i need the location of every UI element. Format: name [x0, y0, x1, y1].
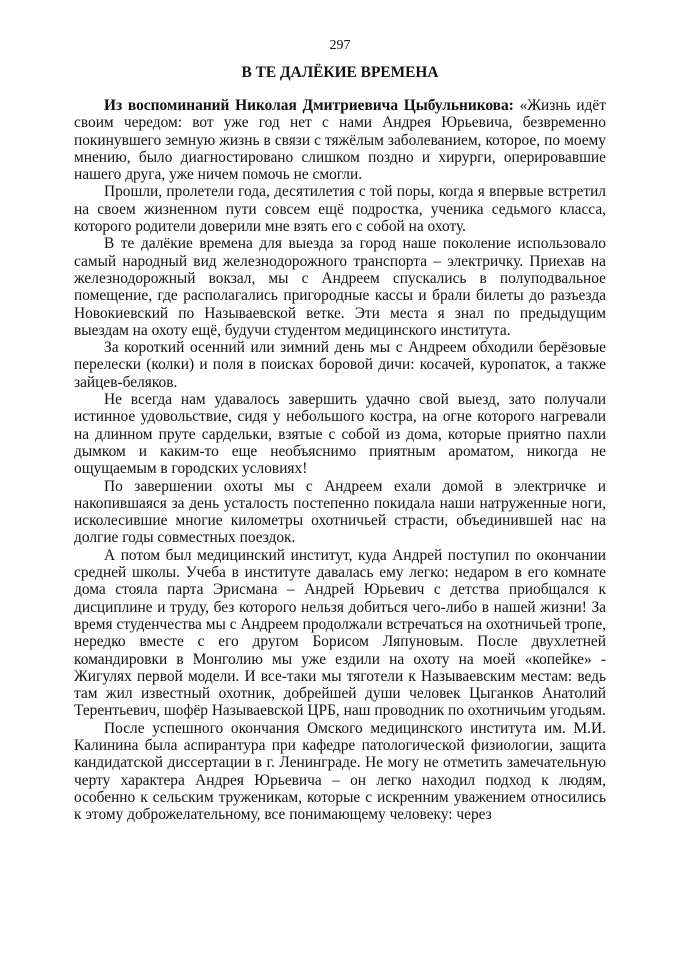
paragraph-7: А потом был медицинский институт, куда Андрей поступил по окончании средней школы. Учеба в институте давалась ему легко: недаром в его комнате дома стояла парта Эрисмана – Андрей Юрьевич с детства приобщался к дисциплине и труду, без которого нельзя добиться чего-либо в нашей жизни! За время студенчества мы с Андреем продолжали встречаться на охотничьей тропе, нередко вместе с его другом Борисом Ляпуновым. После двухлетней командировки в Монголию мы уже ездили на охоту на моей «копейке» - Жигулях первой модели. И все-таки мы тяготели к Называевским местам: ведь там жил известный охотник, добрейшей души человек Цыганков Анатолий Терентьевич, шофёр Называевской ЦРБ, наш проводник по охотничьим угодьям.	[74, 546, 606, 720]
paragraph-2: Прошли, пролетели года, десятилетия с той поры, когда я впервые встретил на своем жизненном пути совсем ещё подростка, ученика седьмого класса, которого родители доверили мне взять его с собой на охоту.	[74, 183, 606, 236]
page-number: 297	[329, 38, 351, 53]
paragraph-6: По завершении охоты мы с Андреем ехали домой в электричке и накопившаяся за день усталость постепенно покидала наши натруженные ноги, исколесившие многие километры охотничьей страсти, объединившей нас на долгие годы совместных поездок.	[74, 477, 606, 547]
paragraph-1-lead: Из воспоминаний Николая Дмитриевича Цыбульникова:	[104, 97, 514, 114]
document-page	[74, 38, 606, 823]
paragraph-4: За короткий осенний или зимний день мы с Андреем обходили берёзовые перелески (колки) и поля в поисках боровой дичи: косачей, куропаток, а также зайцев-беляков.	[74, 339, 606, 391]
paragraph-5: Не всегда нам удавалось завершить удачно свой выезд, зато получали истинное удовольствие, сидя у небольшого костра, на огне которого нагревали на длинном пруте сардельки, взятые с собой из дома, которые приятно пахли дымком и каким-то еще необъяснимо приятным ароматом, никогда не ощущаемым в городских условиях!	[74, 391, 606, 478]
paragraph-8: После успешного окончания Омского медицинского института им. М.И. Калинина была аспирантура при кафедре патологической физиологии, защита кандидатской диссертации в г. Ленинграде. Не могу не отметить замечательную черту характера Андрея Юрьевича – он легко находил подход к людям, особенно к сельским труженикам, которые с искренним уважением относились к этому доброжелательному, все понимающему человеку: через	[74, 719, 606, 824]
paragraph-1-text: «Жизнь идёт своим чередом: вот уже год нет с нами Андрея Юрьевича, безвременно покинувшего земную жизнь в связи с тяжёлым заболеванием, которое, по моему мнению, было диагностировано слишком поздно и хирурги, оперировавшие нашего друга, уже ничем помочь не смогли.	[74, 97, 606, 184]
paragraph-3: В те далёкие времена для выезда за город наше поколение использовало самый народный вид железнодорожного транспорта – электричку. Приехав на железнодорожный вокзал, мы с Андреем спускались в полуподвальное помещение, где располагались пригородные кассы и брали билеты до разъезда Новокиевский по Называевской ветке. Эти места я знал по предыдущим выездам на охоту ещё, будучи студентом медицинского института.	[74, 235, 606, 339]
paragraph-1	[74, 97, 606, 183]
chapter-title: В ТЕ ДАЛЁКИЕ ВРЕМЕНА	[241, 64, 439, 81]
